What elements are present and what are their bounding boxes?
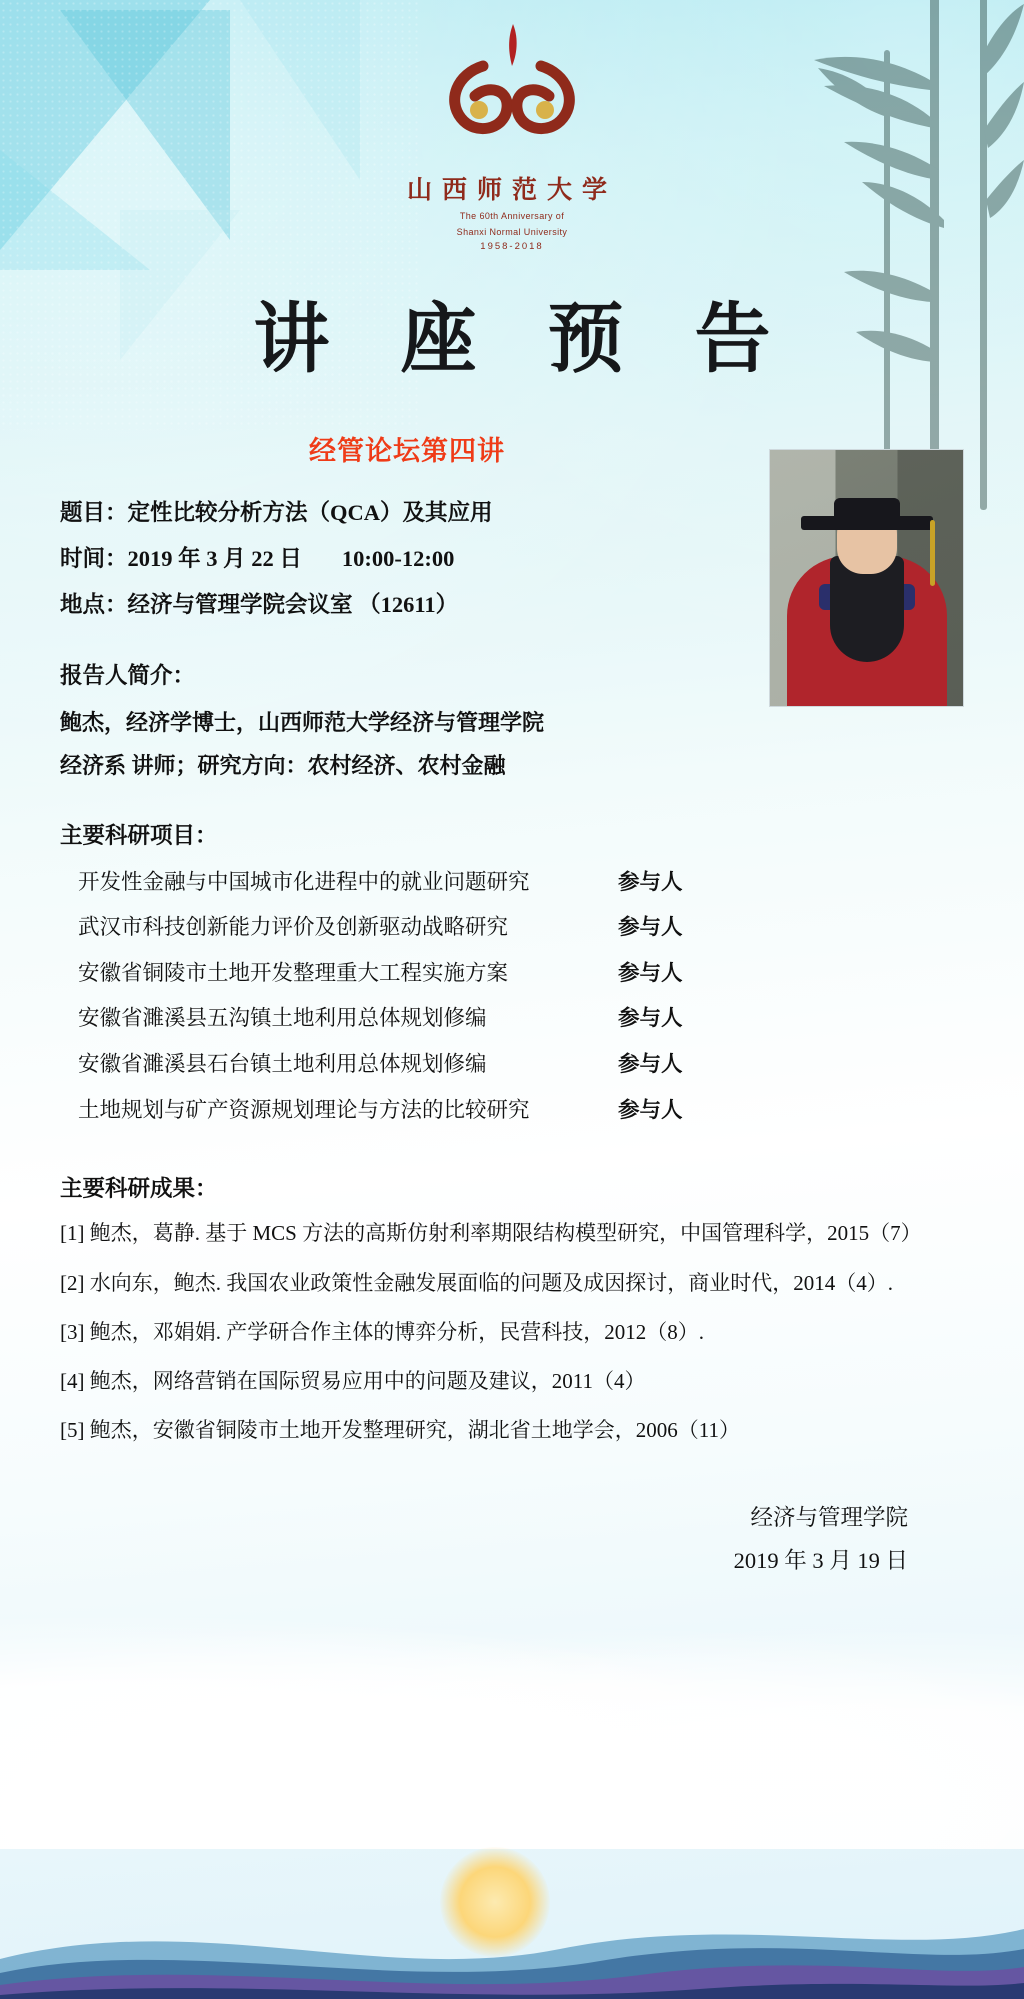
poster-body (0, 429, 1024, 1582)
project-name: 武汉市科技创新能力评价及创新驱动战略研究 (78, 915, 509, 940)
time-date: 2019 年 3 月 22 日 (127, 546, 302, 572)
speaker-section-title: 报告人简介： (60, 662, 196, 688)
projects-list (60, 860, 964, 1133)
place-value: 经济与管理学院会议室 （12611） (127, 592, 459, 618)
topic-label: 题目： (60, 500, 128, 526)
publication-item: [4] 鲍杰，网络营销在国际贸易应用中的问题及建议，2011（4） (60, 1369, 646, 1394)
project-role: 参与人 (618, 915, 683, 940)
project-name: 安徽省濉溪县五沟镇土地利用总体规划修编 (78, 1006, 487, 1031)
project-name: 安徽省濉溪县石台镇土地利用总体规划修编 (78, 1052, 487, 1077)
speaker-bio-line2: 经济系 讲师；研究方向：农村经济、农村金融 (60, 752, 506, 778)
time-range: 10:00-12:00 (341, 546, 455, 572)
speaker-bio-line1: 鲍杰，经济学博士，山西师范大学经济与管理学院 (60, 709, 545, 735)
university-name: 山西师范大学 (406, 177, 617, 204)
project-name: 安徽省铜陵市土地开发整理重大工程实施方案 (78, 960, 509, 985)
project-role: 参与人 (618, 1052, 683, 1077)
university-english-line2: Shanxi Normal University (456, 227, 568, 238)
project-role: 参与人 (618, 869, 683, 894)
publication-item: [2] 水向东，鲍杰. 我国农业政策性金融发展面临的问题及成因探讨，商业时代，2014（4）. (60, 1270, 893, 1295)
university-english-line1: The 60th Anniversary of (459, 211, 565, 221)
project-role: 参与人 (618, 960, 683, 985)
project-name: 土地规划与矿产资源规划理论与方法的比较研究 (78, 1097, 530, 1122)
project-row (78, 860, 964, 906)
place-label: 地点： (60, 592, 128, 618)
poster-header (0, 0, 1024, 387)
time-label: 时间： (60, 546, 128, 572)
anniversary-years: 1958-2018 (480, 241, 544, 253)
forum-title: 经管论坛第四讲 (309, 436, 505, 467)
project-row (78, 1088, 964, 1134)
publications-list (60, 1213, 964, 1451)
publication-item: [3] 鲍杰，邓娟娟. 产学研合作主体的博弈分析，民营科技，2012（8）. (60, 1319, 704, 1344)
speaker-bio (60, 702, 964, 788)
publication-item: [1] 鲍杰，葛静. 基于 MCS 方法的高斯仿射利率期限结构模型研究，中国管理科学，2015（7） (60, 1221, 922, 1246)
project-row (78, 996, 964, 1042)
project-row (78, 951, 964, 997)
project-row (78, 905, 964, 951)
project-role: 参与人 (618, 1006, 683, 1031)
signature-block (60, 1497, 964, 1583)
project-row (78, 1042, 964, 1088)
project-name: 开发性金融与中国城市化进程中的就业问题研究 (78, 869, 530, 894)
project-role: 参与人 (618, 1097, 683, 1122)
signature-date: 2019 年 3 月 19 日 (733, 1547, 908, 1573)
topic-value: 定性比较分析方法（QCA）及其应用 (127, 500, 493, 526)
projects-section-title: 主要科研项目： (60, 822, 218, 848)
decor-bottom-wave (0, 1809, 1024, 1999)
page-title: 讲 座 预 告 (253, 298, 797, 383)
signature-org: 经济与管理学院 (750, 1504, 908, 1530)
publications-section-title: 主要科研成果： (60, 1176, 218, 1202)
publication-item: [5] 鲍杰，安徽省铜陵市土地开发整理研究，湖北省土地学会，2006（11） (60, 1418, 740, 1443)
anniversary-60-logo-icon (417, 18, 607, 168)
speaker-photo (769, 449, 964, 707)
